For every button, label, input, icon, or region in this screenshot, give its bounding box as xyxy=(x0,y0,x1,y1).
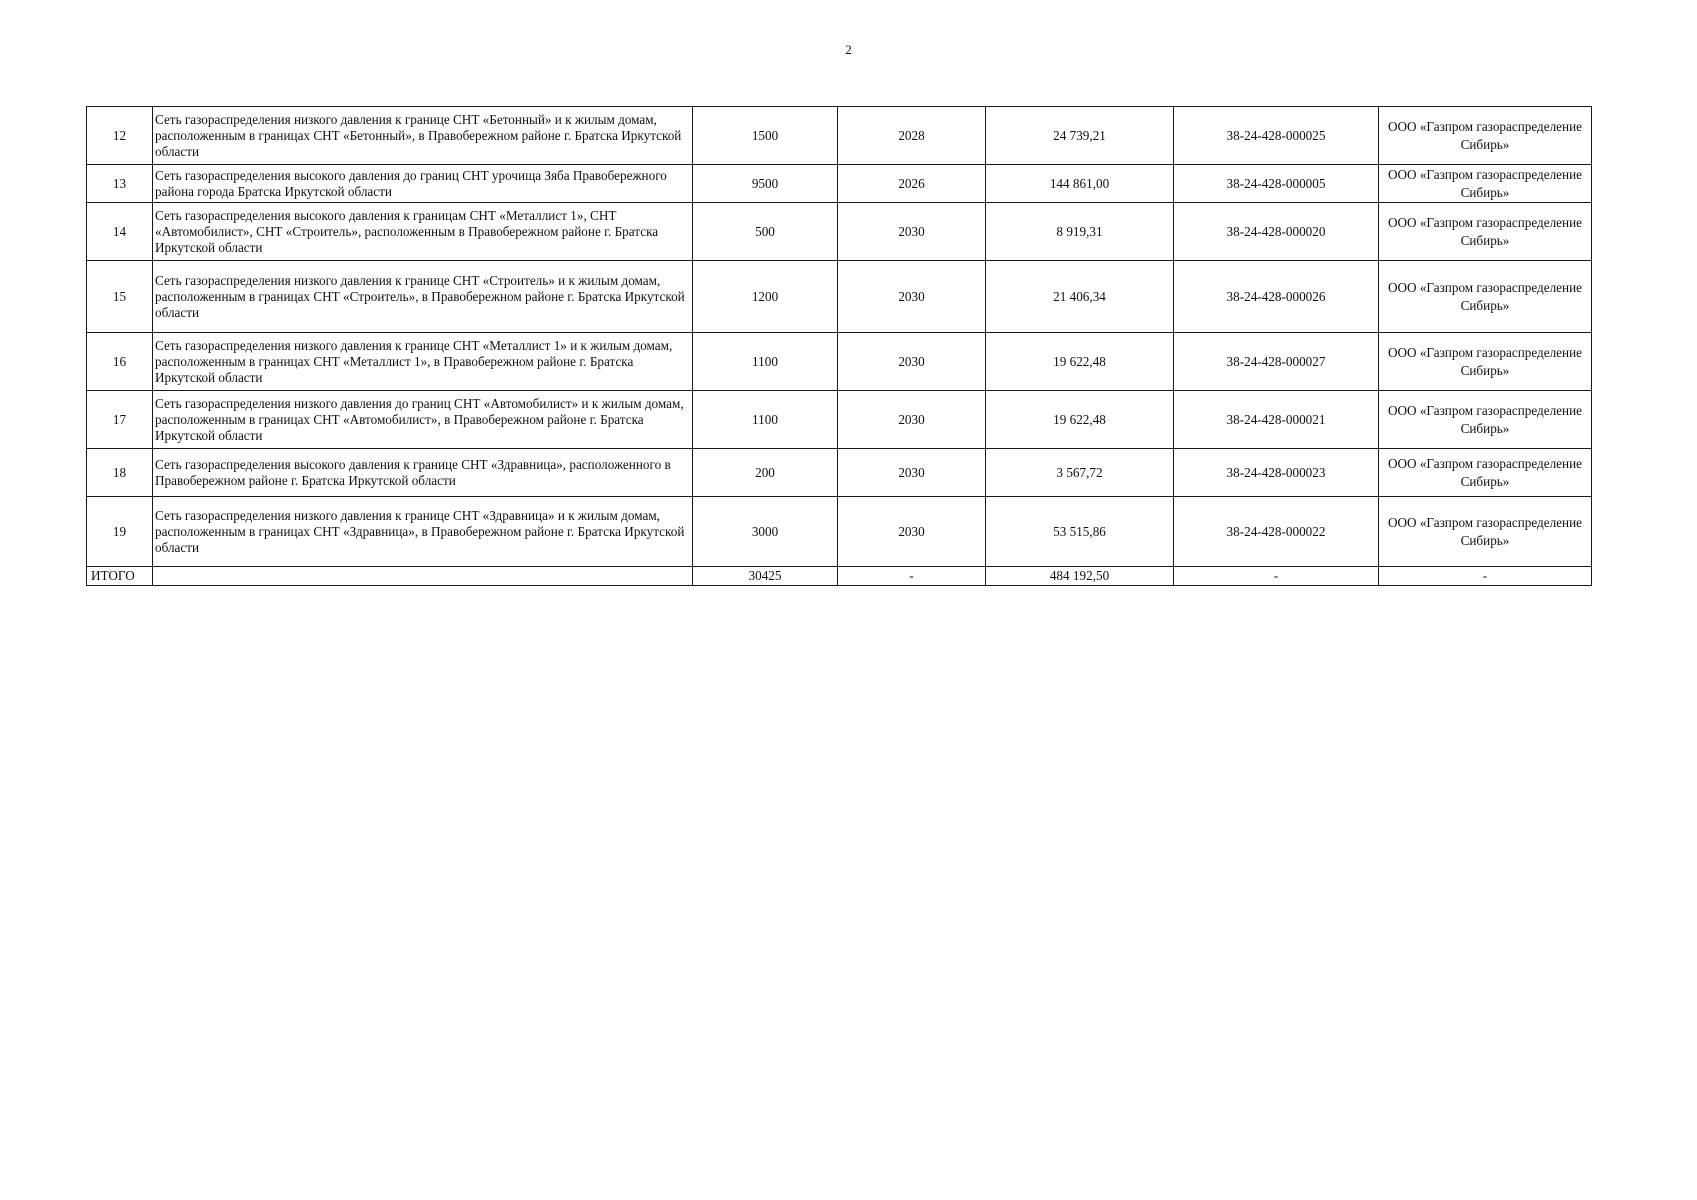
table-row xyxy=(87,107,1592,165)
total-label: ИТОГО xyxy=(87,567,153,586)
total-name xyxy=(153,567,693,586)
completion-year: 2030 xyxy=(838,391,986,449)
cost-value: 3 567,72 xyxy=(986,449,1174,497)
owner-organization: ООО «Газпром газораспределение Сибирь» xyxy=(1379,203,1592,261)
completion-year: 2028 xyxy=(838,107,986,165)
completion-year: 2030 xyxy=(838,449,986,497)
owner-organization: ООО «Газпром газораспределение Сибирь» xyxy=(1379,497,1592,567)
row-number: 14 xyxy=(87,203,153,261)
network-name: Сеть газораспределения низкого давления к границе СНТ «Металлист 1» и к жилым домам, расположенным в границах СНТ «Металлист 1», в Правобережном районе г. Братска Иркутской области xyxy=(153,333,693,391)
total-row xyxy=(87,567,1592,586)
total-length: 30425 xyxy=(693,567,838,586)
row-number: 13 xyxy=(87,165,153,203)
network-length: 1100 xyxy=(693,391,838,449)
network-length: 1100 xyxy=(693,333,838,391)
table-row xyxy=(87,203,1592,261)
owner-organization: ООО «Газпром газораспределение Сибирь» xyxy=(1379,449,1592,497)
table-body xyxy=(87,107,1592,586)
gas-network-table xyxy=(86,106,1592,586)
completion-year: 2030 xyxy=(838,497,986,567)
object-code: 38-24-428-000021 xyxy=(1174,391,1379,449)
network-name: Сеть газораспределения низкого давления к границе СНТ «Строитель» и к жилым домам, расположенным в границах СНТ «Строитель», в Правобережном районе г. Братска Иркутской области xyxy=(153,261,693,333)
table-row xyxy=(87,497,1592,567)
object-code: 38-24-428-000023 xyxy=(1174,449,1379,497)
table-row xyxy=(87,333,1592,391)
completion-year: 2026 xyxy=(838,165,986,203)
object-code: 38-24-428-000005 xyxy=(1174,165,1379,203)
table-row xyxy=(87,391,1592,449)
owner-organization: ООО «Газпром газораспределение Сибирь» xyxy=(1379,391,1592,449)
row-number: 17 xyxy=(87,391,153,449)
network-name: Сеть газораспределения низкого давления к границе СНТ «Бетонный» и к жилым домам, расположенным в границах СНТ «Бетонный», в Правобережном районе г. Братска Иркутской области xyxy=(153,107,693,165)
completion-year: 2030 xyxy=(838,203,986,261)
cost-value: 19 622,48 xyxy=(986,333,1174,391)
object-code: 38-24-428-000022 xyxy=(1174,497,1379,567)
cost-value: 21 406,34 xyxy=(986,261,1174,333)
cost-value: 53 515,86 xyxy=(986,497,1174,567)
row-number: 12 xyxy=(87,107,153,165)
owner-organization: ООО «Газпром газораспределение Сибирь» xyxy=(1379,165,1592,203)
completion-year: 2030 xyxy=(838,261,986,333)
network-length: 1200 xyxy=(693,261,838,333)
network-name: Сеть газораспределения низкого давления до границ СНТ «Автомобилист» и к жилым домам, расположенным в границах СНТ «Автомобилист», в Правобережном районе г. Братска Иркутской области xyxy=(153,391,693,449)
completion-year: 2030 xyxy=(838,333,986,391)
table-row xyxy=(87,165,1592,203)
page-number: 2 xyxy=(845,42,852,57)
network-length: 200 xyxy=(693,449,838,497)
owner-organization: ООО «Газпром газораспределение Сибирь» xyxy=(1379,333,1592,391)
network-name: Сеть газораспределения высокого давления до границ СНТ урочища Зяба Правобережного района города Братска Иркутской области xyxy=(153,165,693,203)
object-code: 38-24-428-000025 xyxy=(1174,107,1379,165)
owner-organization: ООО «Газпром газораспределение Сибирь» xyxy=(1379,261,1592,333)
total-owner: - xyxy=(1379,567,1592,586)
row-number: 15 xyxy=(87,261,153,333)
row-number: 18 xyxy=(87,449,153,497)
network-name: Сеть газораспределения высокого давления к границам СНТ «Металлист 1», СНТ «Автомобилист», СНТ «Строитель», расположенным в Правобережном районе г. Братска Иркутской области xyxy=(153,203,693,261)
table-row xyxy=(87,449,1592,497)
table-row xyxy=(87,261,1592,333)
total-code: - xyxy=(1174,567,1379,586)
row-number: 19 xyxy=(87,497,153,567)
cost-value: 8 919,31 xyxy=(986,203,1174,261)
cost-value: 144 861,00 xyxy=(986,165,1174,203)
object-code: 38-24-428-000027 xyxy=(1174,333,1379,391)
owner-organization: ООО «Газпром газораспределение Сибирь» xyxy=(1379,107,1592,165)
object-code: 38-24-428-000026 xyxy=(1174,261,1379,333)
cost-value: 24 739,21 xyxy=(986,107,1174,165)
object-code: 38-24-428-000020 xyxy=(1174,203,1379,261)
network-length: 1500 xyxy=(693,107,838,165)
network-name: Сеть газораспределения высокого давления к границе СНТ «Здравница», расположенного в Правобережном районе г. Братска Иркутской области xyxy=(153,449,693,497)
network-length: 3000 xyxy=(693,497,838,567)
network-length: 500 xyxy=(693,203,838,261)
network-length: 9500 xyxy=(693,165,838,203)
row-number: 16 xyxy=(87,333,153,391)
total-year: - xyxy=(838,567,986,586)
total-cost: 484 192,50 xyxy=(986,567,1174,586)
network-name: Сеть газораспределения низкого давления к границе СНТ «Здравница» и к жилым домам, расположенным в границах СНТ «Здравница», в Правобережном районе г. Братска Иркутской области xyxy=(153,497,693,567)
cost-value: 19 622,48 xyxy=(986,391,1174,449)
